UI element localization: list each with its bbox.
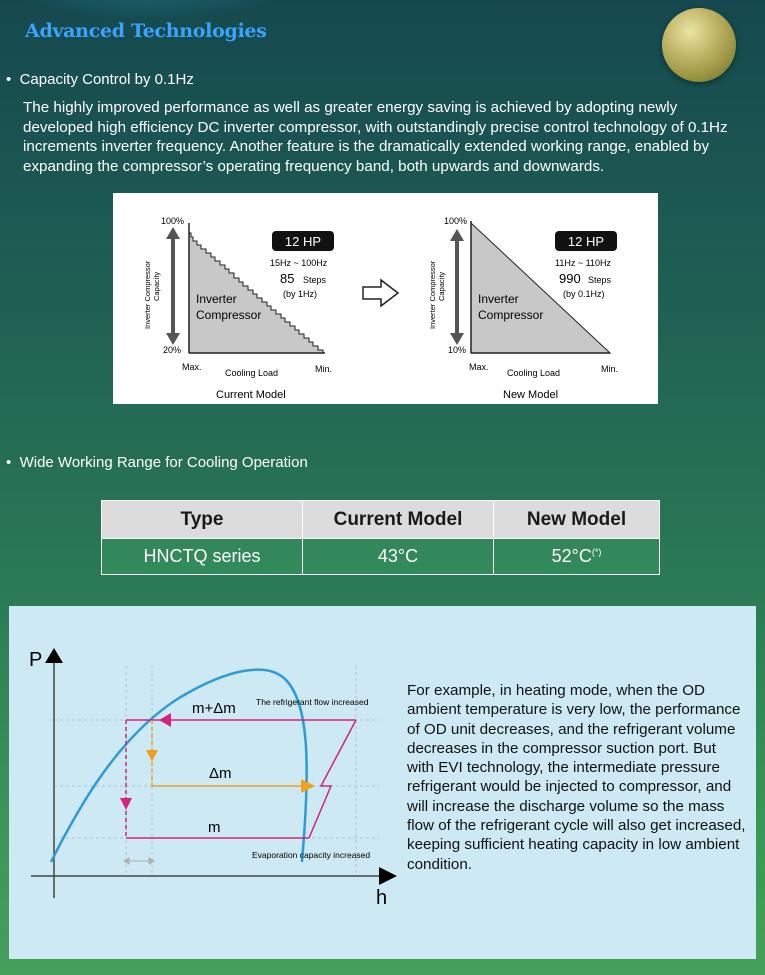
bullet-capacity-control (6, 71, 194, 88)
ph-gray-span-icon (124, 858, 154, 864)
new-y-axis-label-1: Inverter Compressor (428, 260, 437, 329)
current-badge-text: 12 HP (284, 234, 322, 249)
ph-magenta-arrow-left-icon (159, 713, 171, 727)
bullet-dot-icon: • (6, 454, 20, 471)
ph-diagram-panel (9, 606, 756, 959)
new-inverter-label-1: Inverter (478, 292, 519, 306)
bullet-working-range-text: Wide Working Range for Cooling Operation (19, 454, 308, 471)
table-header-row (102, 501, 660, 539)
table-row (102, 539, 660, 575)
new-inverter-label-2: Compressor (478, 308, 544, 322)
ph-flow-note: The refrigerant flow increased (256, 697, 369, 707)
new-steps-num: 990 (559, 271, 581, 286)
ph-h-arrow-icon (379, 867, 397, 885)
current-y-axis-label-2: Capacity (152, 271, 161, 301)
capacity-paragraph: The highly improved performance as well as greater energy saving is achieved by adopting newly developed high efficiency DC inverter compressor, with outstandingly precise control technology of 0.1Hz increments inverter frequency. Another feature is the dramatically extended working range, enabled by expanding the compressor’s operating frequency band, both upwards and downwards. (23, 99, 728, 175)
decorative-sphere (662, 8, 736, 82)
page-title: Advanced Technologies (25, 20, 267, 42)
current-caption: Current Model (216, 389, 286, 401)
new-badge-text: 12 HP (567, 234, 605, 249)
current-inverter-label-2: Compressor (196, 308, 262, 322)
ph-m-label: m (208, 819, 221, 836)
ph-delta-m-label: Δm (209, 765, 232, 782)
cell-type: HNCTQ series (102, 539, 303, 575)
current-x-left: Max. (182, 362, 202, 372)
current-y-min: 20% (163, 345, 182, 355)
new-x-axis-label: Cooling Load (507, 368, 561, 378)
cell-current: 43°C (303, 539, 494, 575)
new-steps-label: Steps (588, 275, 612, 285)
new-model-chart (428, 216, 618, 401)
current-freq-range: 15Hz ~ 100Hz (270, 258, 328, 268)
bullet-working-range (6, 454, 308, 471)
new-y-min: 10% (448, 345, 467, 355)
capacity-comparison-diagram (113, 193, 658, 404)
header-glow (0, 0, 300, 20)
current-step-size: (by 1Hz) (283, 289, 318, 299)
current-model-chart (143, 216, 334, 401)
comparison-arrow-icon (363, 280, 398, 306)
current-x-axis-label: Cooling Load (225, 368, 279, 378)
current-x-right: Min. (315, 364, 333, 374)
header-current-model: Current Model (303, 501, 494, 539)
working-range-table (101, 500, 660, 575)
ph-orange-arrow-right-icon (301, 779, 315, 793)
cell-new-value: 52°C (551, 546, 592, 566)
bullet-dot-icon: • (6, 71, 20, 88)
current-inverter-label-1: Inverter (196, 292, 237, 306)
new-step-size: (by 0.1Hz) (563, 289, 605, 299)
new-double-arrow-icon (450, 229, 464, 345)
ph-p-label: P (29, 649, 43, 671)
bullet-capacity-control-text: Capacity Control by 0.1Hz (19, 71, 194, 88)
ph-m-delta-label: m+Δm (192, 700, 236, 717)
ph-h-label: h (376, 887, 388, 909)
ph-evap-note: Evaporation capacity increased (252, 850, 371, 860)
new-x-left: Max. (469, 362, 489, 372)
ph-magenta-arrow-down-icon (120, 798, 132, 810)
new-y-max: 100% (444, 216, 468, 226)
new-caption: New Model (503, 389, 559, 401)
ph-p-arrow-icon (45, 648, 63, 663)
header-type: Type (102, 501, 303, 539)
current-steps-num: 85 (280, 271, 295, 286)
ph-description: For example, in heating mode, when the OD ambient temperature is very low, the performance of OD unit decreases, and the refrigerant volume decreases in the compressor suction port. But with EVI technology, the intermediate pressure refrigerant would be injected to compressor, and will increase the discharge volume so the mass flow of the refrigerant cycle will also get increased, keeping sufficient heating capacity in low ambient condition. (407, 682, 746, 873)
current-double-arrow-icon (166, 227, 180, 345)
header-new-model: New Model (494, 501, 660, 539)
cell-new (494, 539, 660, 575)
current-y-axis-label-1: Inverter Compressor (143, 260, 152, 329)
new-freq-range: 11Hz ~ 110Hz (555, 258, 611, 268)
ph-cycle-magenta (126, 720, 356, 838)
new-x-right: Min. (601, 364, 619, 374)
cell-new-note: (*) (591, 547, 602, 557)
ph-orange-arrow-down-icon (146, 750, 158, 762)
current-steps-label: Steps (303, 275, 327, 285)
current-y-max: 100% (161, 216, 185, 226)
new-y-axis-label-2: Capacity (437, 271, 446, 301)
